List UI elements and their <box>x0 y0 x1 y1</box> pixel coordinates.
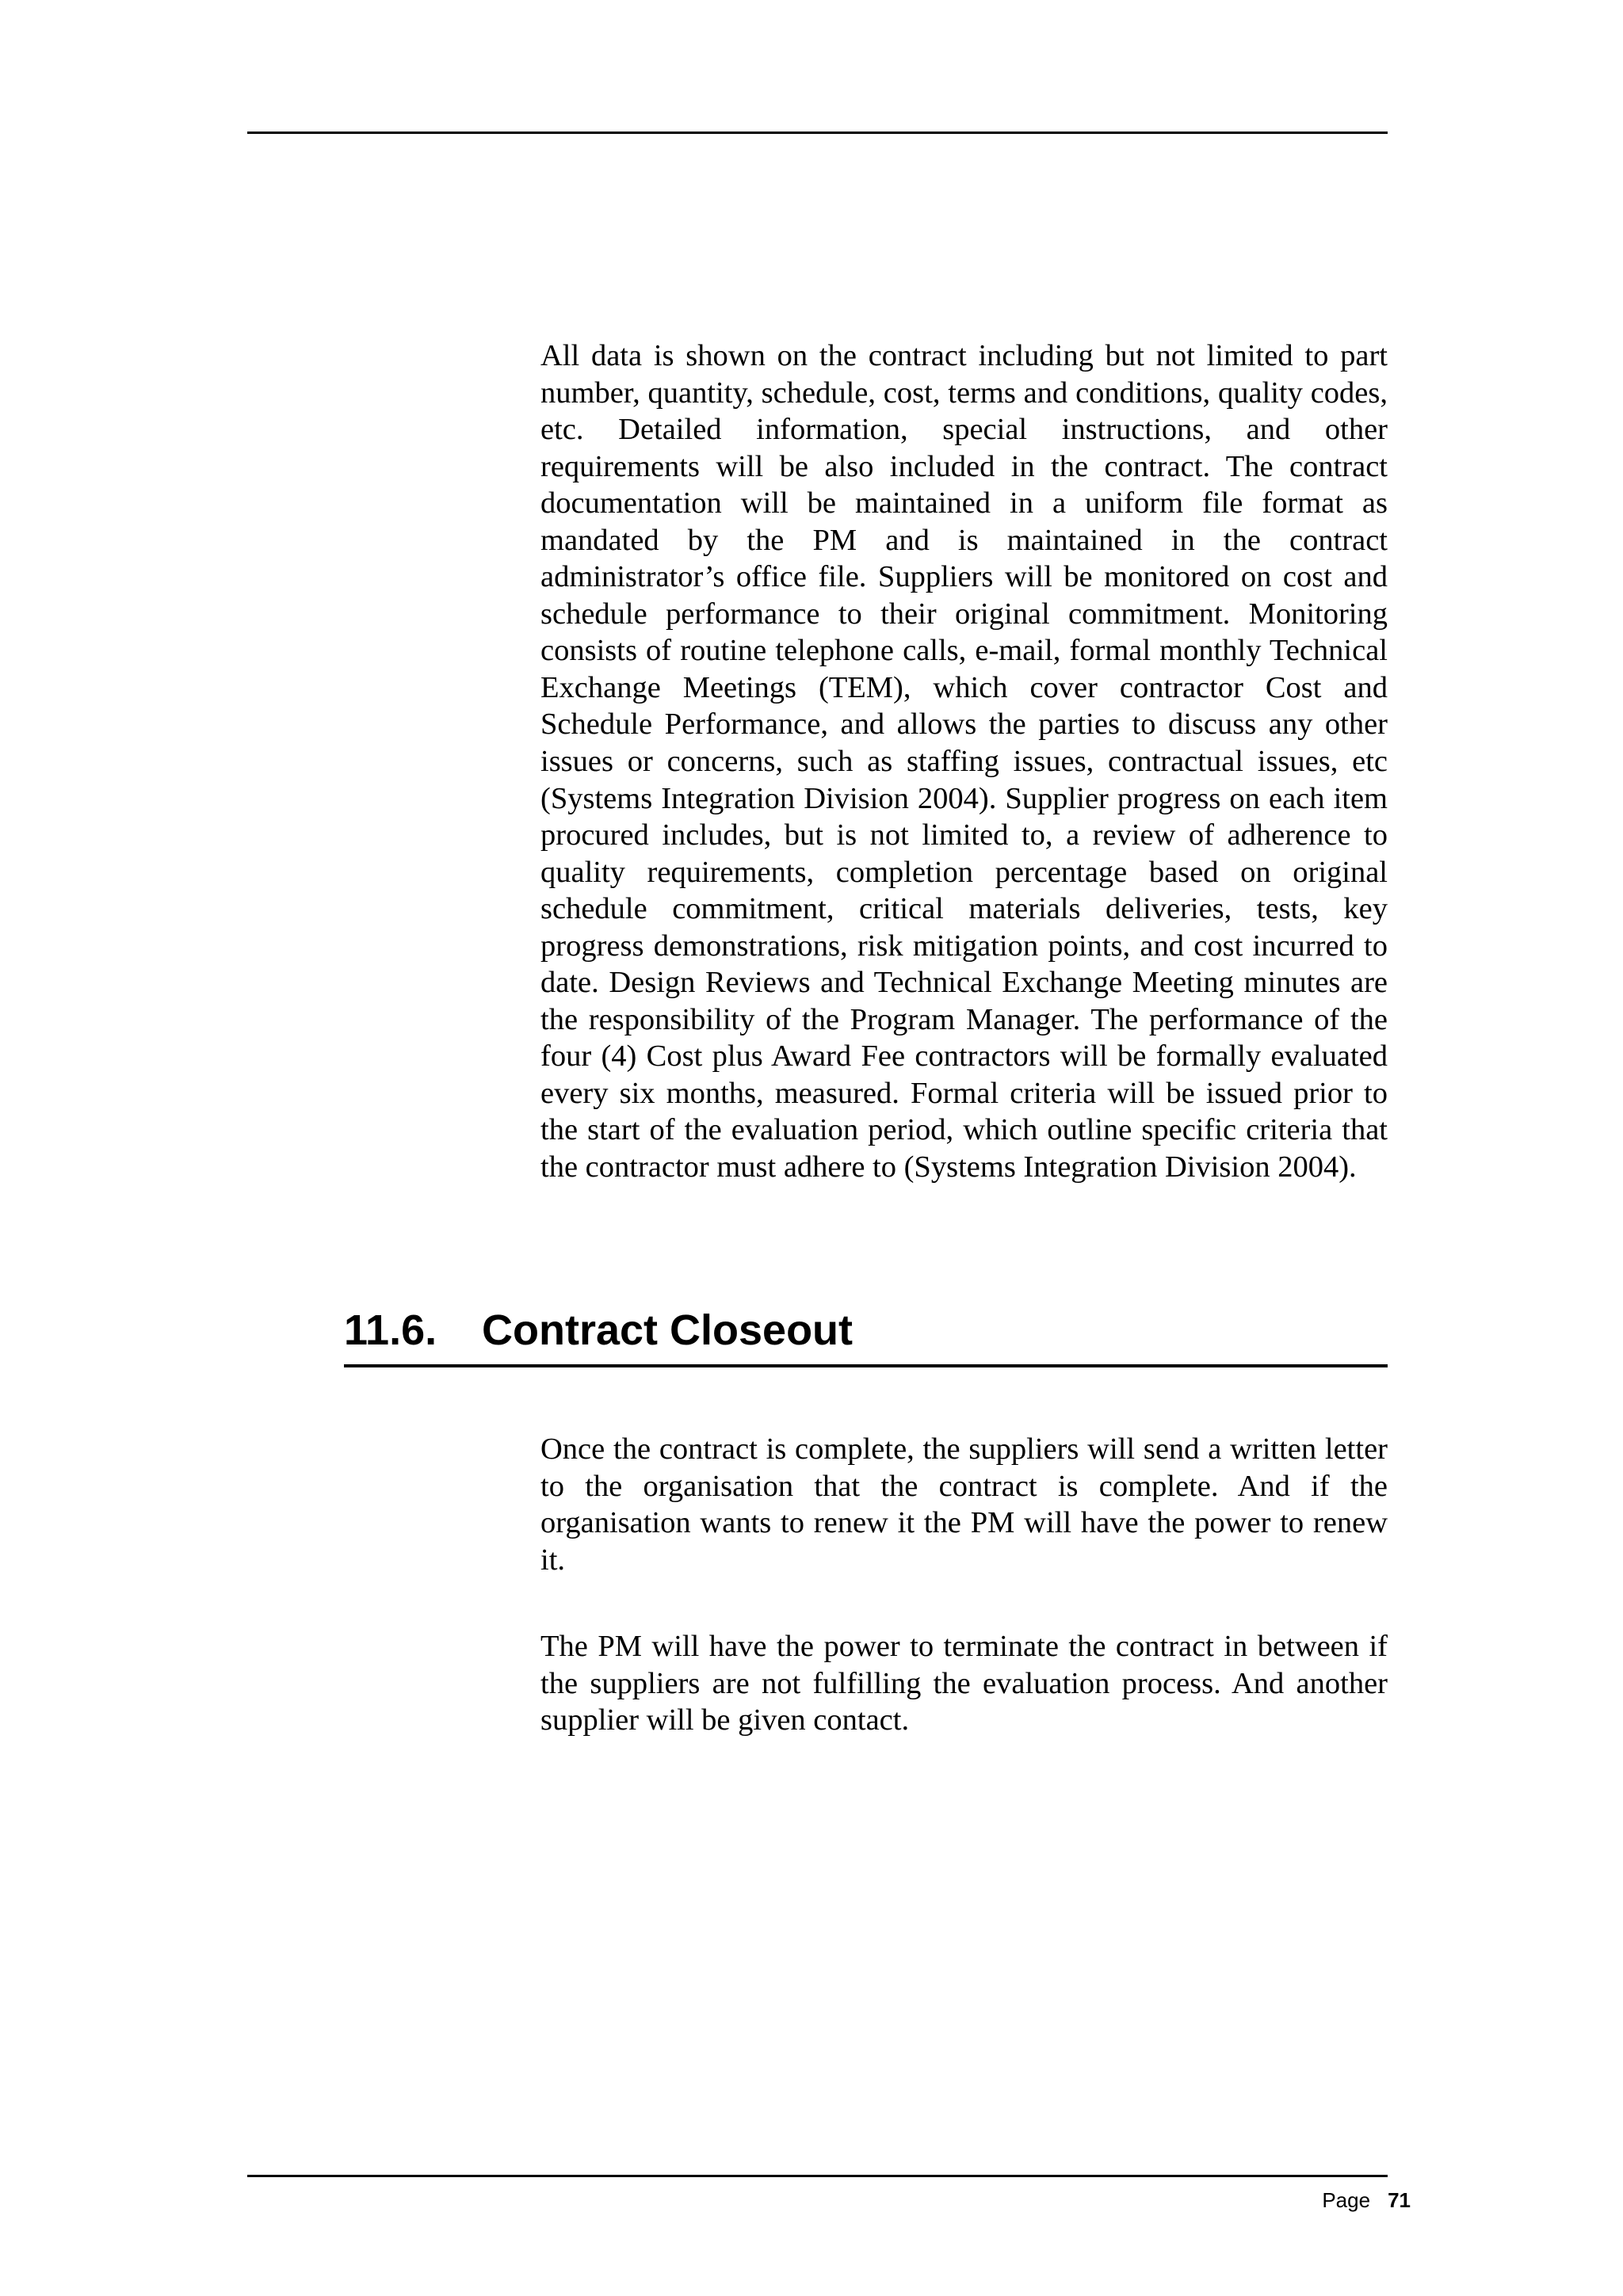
section-heading <box>344 1296 1388 1367</box>
section-number: 11.6. <box>344 1306 437 1354</box>
section-title: Contract Closeout <box>482 1306 854 1354</box>
page-number: 71 <box>1388 2188 1411 2212</box>
footer-rule <box>247 2175 1388 2177</box>
body-paragraph: The PM will have the power to terminate the contract in between if the suppliers are not fulfilling the evaluation process. And another supplier will be given contact. <box>540 1630 1388 1737</box>
body-paragraph: All data is shown on the contract including but not limited to part number, quantity, schedule, cost, terms and conditions, quality codes, etc. Detailed information, special instructions, and other requirements will be also included in the contract. The contract documentation will be maintained in a uniform file format as mandated by the PM and is maintained in the contract administrator’s office file. Suppliers will be monitored on cost and schedule performance to their original commitment. Monitoring consists of routine telephone calls, e-mail, formal monthly Technical Exchange Meetings (TEM), which cover contractor Cost and Schedule Performance, and allows the parties to discuss any other issues or concerns, such as staffing issues, contractual issues, etc (Systems Integration Division 2004). Supplier progress on each item procured includes, but is not limited to, a review of adherence to quality requirements, completion percentage based on original schedule commitment, critical materials deliveries, tests, key progress demonstrations, risk mitigation points, and cost incurred to date. Design Reviews and Technical Exchange Meeting minutes are the responsibility of the Program Manager. The performance of the four (4) Cost plus Award Fee contractors will be formally evaluated every six months, measured. Formal criteria will be issued prior to the start of the evaluation period, which outline specific criteria that the contractor must adhere to (Systems Integration Division 2004). <box>540 339 1388 1184</box>
header-rule <box>247 132 1388 134</box>
page-footer <box>1268 2184 1411 2216</box>
page-label: Page <box>1322 2188 1371 2212</box>
body-paragraph: Once the contract is complete, the suppliers will send a written letter to the organisation that the contract is complete. And if the organisation wants to renew it the PM will have the power to renew it. <box>540 1432 1388 1577</box>
